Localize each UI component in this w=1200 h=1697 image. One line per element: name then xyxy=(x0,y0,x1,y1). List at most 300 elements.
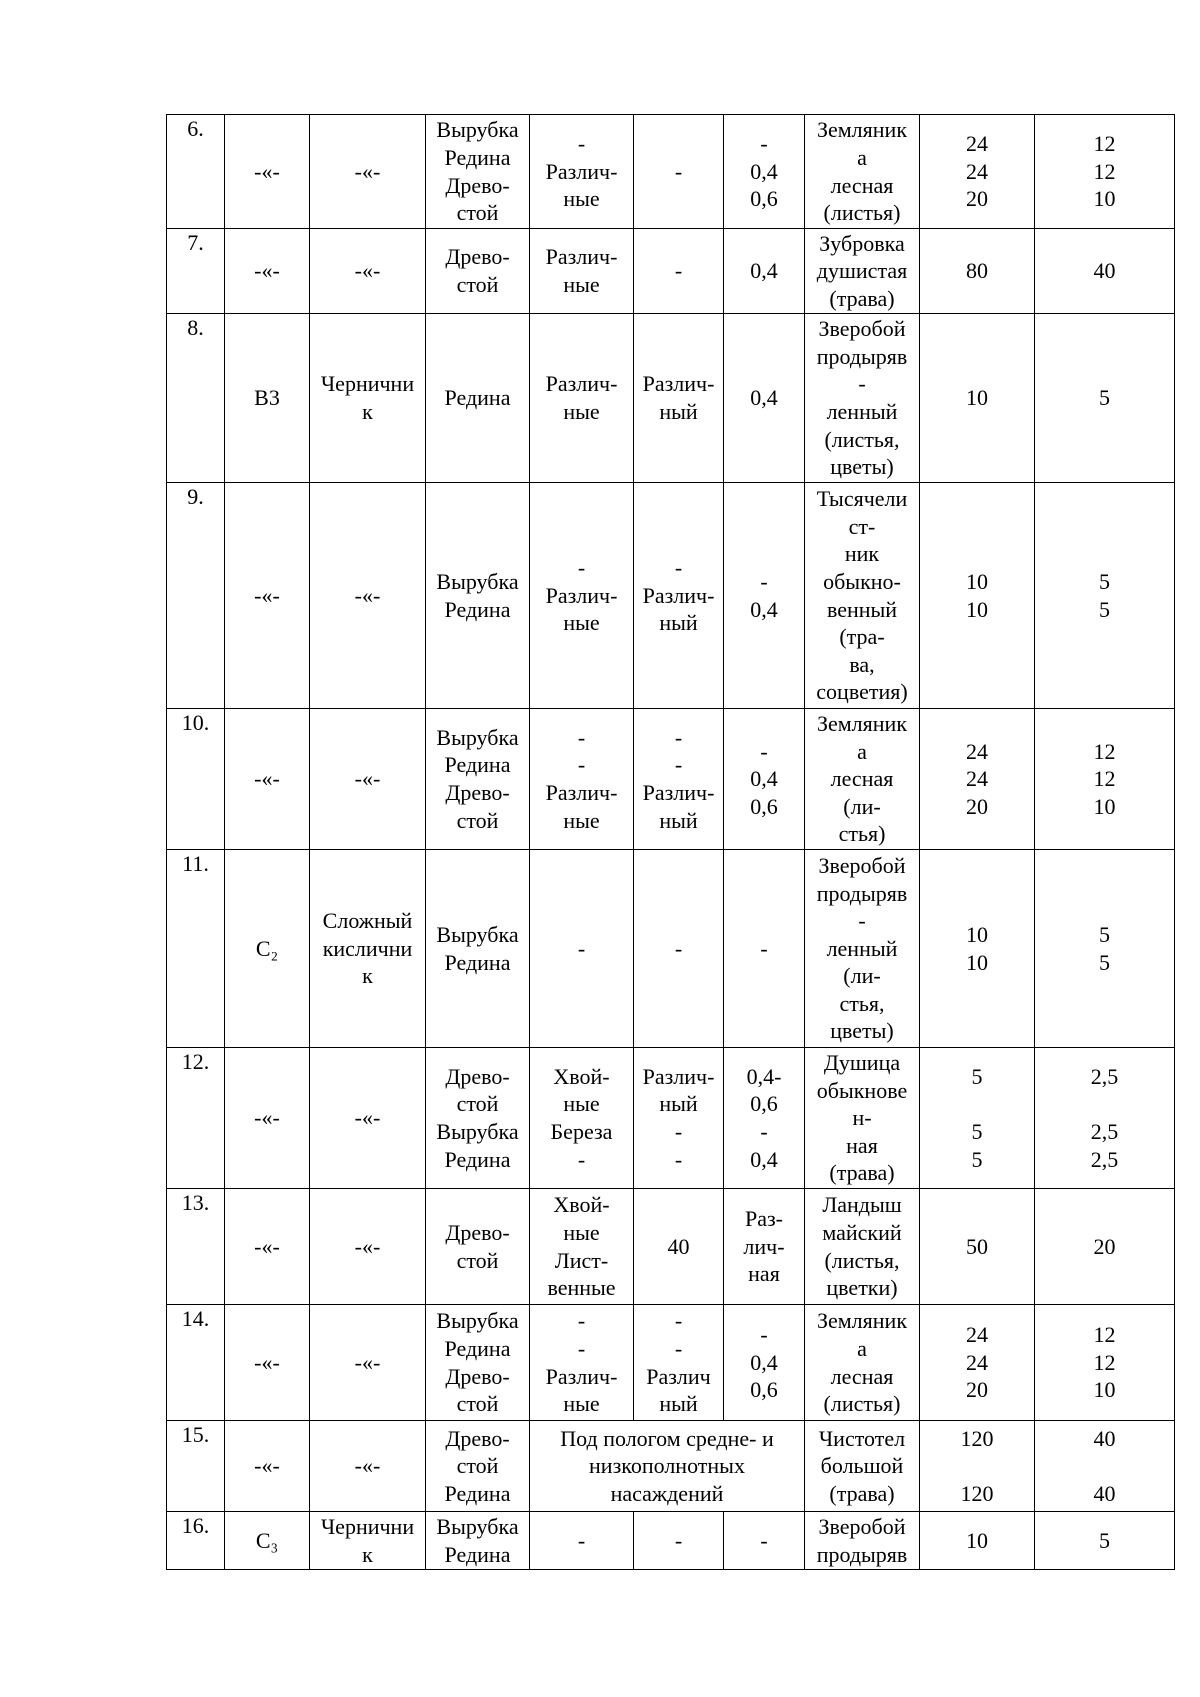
row-number: 6. xyxy=(167,115,225,229)
age-cell xyxy=(634,115,724,229)
cell-line: 24 xyxy=(966,738,988,764)
cell-line: душистая xyxy=(816,258,908,284)
cell-line: Чистотел xyxy=(818,1425,906,1451)
cell-line: 10 xyxy=(966,568,988,594)
cell-line: 5 xyxy=(1099,596,1110,622)
cell-line: ный xyxy=(659,1091,698,1117)
cell-line: Различ- xyxy=(545,158,618,184)
age-cell xyxy=(634,1512,724,1570)
cell-line: 40 xyxy=(667,1233,690,1259)
cell-line: продыряв xyxy=(816,1541,908,1567)
cell-line xyxy=(922,1090,1032,1118)
cell-line: продыряв xyxy=(816,880,908,906)
stand-category-cell xyxy=(426,1305,530,1421)
cell-line: Различ- xyxy=(642,582,715,608)
table-row xyxy=(167,229,1175,314)
composition-cell xyxy=(530,229,634,314)
cell-line: Редина xyxy=(444,1480,511,1506)
cell-line: обыкнове xyxy=(816,1077,908,1103)
cell-line: майский xyxy=(822,1219,902,1245)
cell-line: - xyxy=(577,1146,586,1172)
yield-1-cell xyxy=(920,1512,1035,1570)
cell-line: 5 xyxy=(1099,1527,1110,1553)
cell-line: к xyxy=(362,1541,373,1567)
plant-cell xyxy=(805,1048,920,1189)
density-cell xyxy=(724,709,805,850)
cell-line: (тра- xyxy=(839,624,885,650)
composition-cell xyxy=(530,314,634,483)
yield-2-cell xyxy=(1035,115,1175,229)
cell-line: 24 xyxy=(966,1322,988,1348)
cell-line: 120 xyxy=(960,1480,994,1506)
cell-line: стой xyxy=(456,1391,499,1417)
age-cell xyxy=(634,709,724,850)
cell-line: (листья, xyxy=(824,426,900,452)
cell-line: 10 xyxy=(1093,1377,1116,1403)
cell-line: -«- xyxy=(254,766,280,792)
forest-zone-cell xyxy=(225,229,310,314)
cell-line: - xyxy=(577,935,586,961)
cell-line: 40 xyxy=(1093,258,1116,284)
cell-line: - xyxy=(577,1335,586,1361)
cell-line: н- xyxy=(852,1105,872,1131)
cell-line: 10 xyxy=(966,596,988,622)
cell-line: - xyxy=(674,1308,683,1334)
density-cell xyxy=(724,314,805,483)
cell-line: 0,6 xyxy=(750,1091,778,1117)
yield-2-cell xyxy=(1035,229,1175,314)
yield-1-cell xyxy=(920,1048,1035,1189)
cell-line: ные xyxy=(563,1391,600,1417)
cell-line: В3 xyxy=(254,385,280,411)
yield-1-cell xyxy=(920,1189,1035,1305)
cell-line: стой xyxy=(456,1453,499,1479)
row-number: 12. xyxy=(167,1048,225,1189)
cell-line: -«- xyxy=(354,258,381,284)
cell-line: 40 xyxy=(1093,1480,1116,1506)
age-cell xyxy=(634,1048,724,1189)
table-row xyxy=(167,314,1175,483)
cell-line: 5 xyxy=(1099,921,1110,947)
stand-category-cell xyxy=(426,115,530,229)
cell-line xyxy=(1037,1090,1172,1118)
cell-line: -«- xyxy=(254,158,280,184)
stand-category-cell xyxy=(426,850,530,1048)
cell-line: - xyxy=(674,752,683,778)
forest-type-cell xyxy=(310,709,426,850)
cell-line: - xyxy=(577,724,586,750)
density-cell xyxy=(724,1512,805,1570)
cell-line: большой xyxy=(820,1453,904,1479)
cell-line: Древо- xyxy=(445,1063,510,1089)
cell-line: Сложный xyxy=(322,908,413,934)
cell-line: Береза xyxy=(550,1119,613,1144)
cell-line: С₂ xyxy=(255,935,279,961)
cell-line: -«- xyxy=(254,1453,280,1479)
cell-line: насаждений xyxy=(610,1480,724,1506)
cell-line: ный xyxy=(659,399,698,424)
cell-line: 0,4 xyxy=(750,1349,778,1375)
stand-category-cell xyxy=(426,709,530,850)
cell-line: 10 xyxy=(966,921,988,947)
cell-line: (трава) xyxy=(829,1480,895,1506)
cell-line: Различ- xyxy=(545,371,618,397)
cell-line: 10 xyxy=(1093,186,1116,212)
cell-line: цветы) xyxy=(830,1018,894,1044)
plant-cell xyxy=(805,1512,920,1570)
yield-1-cell xyxy=(920,115,1035,229)
cell-line: низкополнотных xyxy=(589,1453,745,1479)
cell-line: 5 xyxy=(1099,949,1110,975)
plant-cell xyxy=(805,314,920,483)
cell-line: 24 xyxy=(966,158,988,184)
yield-1-cell xyxy=(920,314,1035,483)
cell-line: ные xyxy=(563,1219,600,1245)
plant-cell xyxy=(805,229,920,314)
cell-line: - xyxy=(760,568,768,594)
cell-line: Вырубка xyxy=(436,1119,519,1144)
cell-line: Редина xyxy=(444,1335,511,1361)
cell-line: - xyxy=(674,1146,683,1172)
cell-line: - xyxy=(674,555,683,581)
cell-line: Зверобой xyxy=(818,1513,906,1539)
plant-cell xyxy=(805,115,920,229)
cell-line: стой xyxy=(456,200,499,226)
row-number: 8. xyxy=(167,314,225,483)
cell-line: 5 xyxy=(1099,568,1110,594)
forest-type-cell xyxy=(310,229,426,314)
cell-line: 0,6 xyxy=(750,793,778,819)
cell-line: 12 xyxy=(1093,1349,1116,1375)
cell-line: венный xyxy=(826,596,898,622)
cell-line: а xyxy=(857,144,867,170)
density-cell xyxy=(724,1048,805,1189)
forest-zone-cell xyxy=(225,850,310,1048)
cell-line: 0,4- xyxy=(746,1063,782,1089)
cell-line: -«- xyxy=(254,1105,280,1131)
plant-resources-table xyxy=(166,114,1175,1570)
cell-line: ный xyxy=(659,1391,698,1417)
row-number: 10. xyxy=(167,709,225,850)
cell-line: стой xyxy=(456,272,499,297)
cell-line: Различ- xyxy=(642,371,715,397)
cell-line: Вырубка xyxy=(436,117,519,143)
cell-line: 20 xyxy=(966,793,988,819)
table-row xyxy=(167,1048,1175,1189)
forest-type-cell xyxy=(310,1512,426,1570)
cell-line: 12 xyxy=(1093,158,1116,184)
cell-line: Древо- xyxy=(445,1425,510,1451)
cell-line: а xyxy=(857,1335,867,1361)
plant-cell xyxy=(805,1305,920,1421)
cell-line: цветы) xyxy=(830,454,894,480)
cell-line: 2,5 xyxy=(1090,1146,1119,1172)
cell-line: 0,6 xyxy=(750,186,778,212)
cell-line: - xyxy=(674,935,683,961)
cell-line: Земляник xyxy=(816,711,908,737)
cell-line: - xyxy=(577,752,586,778)
stand-category-cell xyxy=(426,1512,530,1570)
yield-2-cell xyxy=(1035,1421,1175,1512)
merged-note-cell xyxy=(530,1421,805,1512)
cell-line: ленный xyxy=(826,399,898,424)
density-cell xyxy=(724,1305,805,1421)
cell-line: 0,6 xyxy=(750,1377,778,1403)
cell-line: Различ- xyxy=(545,582,618,608)
cell-line: ные xyxy=(563,272,600,297)
cell-line: Редина xyxy=(444,1541,511,1567)
row-number: 15. xyxy=(167,1421,225,1512)
cell-line: ва, xyxy=(849,651,875,677)
cell-line: ные xyxy=(563,186,600,212)
cell-line: - xyxy=(577,131,586,157)
cell-line: Различ- xyxy=(545,780,618,805)
cell-line: Различ- xyxy=(642,780,715,805)
cell-line: стой xyxy=(456,1247,499,1273)
cell-line: - xyxy=(760,1527,768,1553)
cell-line: - xyxy=(674,158,683,184)
cell-line: - xyxy=(760,1119,768,1144)
forest-zone-cell xyxy=(225,1421,310,1512)
cell-line: Тысячели xyxy=(816,486,908,512)
stand-category-cell xyxy=(426,1189,530,1305)
composition-cell xyxy=(530,115,634,229)
cell-line: лич- xyxy=(743,1233,785,1259)
cell-line: Чернични xyxy=(320,371,415,397)
row-number: 7. xyxy=(167,229,225,314)
cell-line: Различ- xyxy=(545,1363,618,1389)
cell-line: 10 xyxy=(966,385,988,411)
row-number: 16. xyxy=(167,1512,225,1570)
table-row xyxy=(167,115,1175,229)
composition-cell xyxy=(530,1189,634,1305)
forest-type-cell xyxy=(310,115,426,229)
cell-line: ный xyxy=(659,610,698,636)
cell-line: 20 xyxy=(966,186,988,212)
composition-cell xyxy=(530,709,634,850)
cell-line: Редина xyxy=(444,752,511,778)
cell-line: лесная xyxy=(830,172,894,198)
cell-line: Различ- xyxy=(545,244,618,270)
composition-cell xyxy=(530,483,634,709)
cell-line: стья) xyxy=(838,821,886,847)
plant-cell xyxy=(805,850,920,1048)
cell-line: Земляник xyxy=(816,117,908,143)
yield-2-cell xyxy=(1035,1048,1175,1189)
cell-line: ные xyxy=(563,807,600,833)
cell-line: - xyxy=(577,1308,586,1334)
cell-line: Вырубка xyxy=(436,724,519,750)
forest-zone-cell xyxy=(225,1305,310,1421)
cell-line: продыряв xyxy=(816,343,908,369)
yield-1-cell xyxy=(920,1421,1035,1512)
cell-line: - xyxy=(674,1527,683,1553)
cell-line: -«- xyxy=(354,1105,381,1131)
cell-line: (ли- xyxy=(843,963,881,989)
cell-line: к xyxy=(362,963,373,989)
cell-line: -«- xyxy=(354,766,381,792)
row-number: 14. xyxy=(167,1305,225,1421)
yield-2-cell xyxy=(1035,709,1175,850)
cell-line: 5 xyxy=(971,1146,983,1172)
table-row xyxy=(167,1305,1175,1421)
cell-line: Хвой- xyxy=(553,1063,610,1089)
age-cell xyxy=(634,483,724,709)
density-cell xyxy=(724,483,805,709)
stand-category-cell xyxy=(426,1048,530,1189)
forest-zone-cell xyxy=(225,1512,310,1570)
cell-line: 50 xyxy=(966,1233,988,1259)
cell-line: (листья, xyxy=(824,1247,900,1273)
cell-line: 0,4 xyxy=(750,385,778,411)
cell-line: 20 xyxy=(1093,1233,1116,1259)
plant-cell xyxy=(805,1189,920,1305)
cell-line: Редина xyxy=(444,144,511,170)
yield-2-cell xyxy=(1035,1189,1175,1305)
forest-zone-cell xyxy=(225,115,310,229)
row-number: 11. xyxy=(167,850,225,1048)
density-cell xyxy=(724,1189,805,1305)
cell-line: - xyxy=(760,738,768,764)
cell-line: Редина xyxy=(444,949,511,975)
age-cell xyxy=(634,850,724,1048)
forest-type-cell xyxy=(310,850,426,1048)
cell-line: Под пологом средне- и xyxy=(560,1425,774,1451)
cell-line: 12 xyxy=(1093,766,1116,792)
cell-line: -«- xyxy=(254,1349,280,1375)
stand-category-cell xyxy=(426,229,530,314)
cell-line: - xyxy=(760,935,768,961)
cell-line: ные xyxy=(563,399,600,424)
cell-line: - xyxy=(858,908,866,934)
cell-line: - xyxy=(577,1527,586,1553)
cell-line: Различ xyxy=(646,1363,711,1389)
yield-1-cell xyxy=(920,229,1035,314)
cell-line: 24 xyxy=(966,1349,988,1375)
cell-line: Вырубка xyxy=(436,1308,519,1334)
table-row xyxy=(167,483,1175,709)
cell-line: 12 xyxy=(1093,1322,1116,1348)
cell-line: Зубровка xyxy=(819,230,905,256)
stand-category-cell xyxy=(426,483,530,709)
cell-line: - xyxy=(760,131,768,157)
cell-line: Редина xyxy=(444,596,511,622)
cell-line: - xyxy=(674,1119,683,1144)
cell-line: (листья) xyxy=(823,1391,901,1417)
cell-line: соцветия) xyxy=(816,679,908,705)
cell-line: обыкно- xyxy=(823,568,901,594)
cell-line: 0,4 xyxy=(750,258,778,284)
table-row xyxy=(167,1189,1175,1305)
cell-line: Лист- xyxy=(554,1247,609,1273)
cell-line: 0,4 xyxy=(750,158,778,184)
yield-2-cell xyxy=(1035,850,1175,1048)
cell-line: лесная xyxy=(830,766,894,792)
cell-line: Древо- xyxy=(445,1363,510,1389)
forest-zone-cell xyxy=(225,1048,310,1189)
forest-type-cell xyxy=(310,1048,426,1189)
composition-cell xyxy=(530,1305,634,1421)
cell-line: -«- xyxy=(354,1233,381,1259)
density-cell xyxy=(724,115,805,229)
cell-line: Зверобой xyxy=(818,852,906,878)
cell-line: Земляник xyxy=(816,1308,908,1334)
cell-line: -«- xyxy=(354,158,381,184)
cell-line: Зверобой xyxy=(818,316,906,342)
yield-2-cell xyxy=(1035,483,1175,709)
cell-line: 20 xyxy=(966,1377,988,1403)
cell-line: лесная xyxy=(830,1363,894,1389)
forest-type-cell xyxy=(310,314,426,483)
cell-line: 2,5 xyxy=(1090,1119,1119,1144)
cell-line: Хвой- xyxy=(553,1192,610,1218)
cell-line: стой xyxy=(456,1091,499,1117)
cell-line: к xyxy=(362,399,373,424)
cell-line: 10 xyxy=(966,1527,988,1553)
cell-line: Раз- xyxy=(744,1206,784,1232)
cell-line: ные xyxy=(563,1091,600,1117)
stand-category-cell xyxy=(426,1421,530,1512)
cell-line: 80 xyxy=(966,258,988,284)
cell-line: ленный xyxy=(826,935,898,961)
cell-line: 5 xyxy=(971,1119,983,1144)
cell-line: 10 xyxy=(1093,793,1116,819)
cell-line: ная xyxy=(748,1261,780,1287)
plant-cell xyxy=(805,709,920,850)
table-row xyxy=(167,1421,1175,1512)
cell-line: Различ- xyxy=(642,1063,715,1089)
cell-line: стой xyxy=(456,807,499,833)
yield-1-cell xyxy=(920,1305,1035,1421)
cell-line: (трава) xyxy=(829,285,895,311)
forest-zone-cell xyxy=(225,483,310,709)
table-row xyxy=(167,1512,1175,1570)
forest-zone-cell xyxy=(225,314,310,483)
cell-line: Вырубка xyxy=(436,1513,519,1539)
cell-line: 0,4 xyxy=(750,1146,778,1172)
cell-line: Редина xyxy=(444,1146,511,1172)
cell-line: ный xyxy=(659,807,698,833)
cell-line: Редина xyxy=(444,385,511,411)
forest-type-cell xyxy=(310,1421,426,1512)
cell-line: -«- xyxy=(254,258,280,284)
cell-line: Вырубка xyxy=(436,568,519,594)
cell-line: 0,4 xyxy=(750,596,778,622)
cell-line: (ли- xyxy=(843,793,881,819)
cell-line: (трава) xyxy=(829,1160,895,1186)
cell-line: 12 xyxy=(1093,131,1116,157)
cell-line xyxy=(922,1452,1032,1480)
forest-type-cell xyxy=(310,483,426,709)
age-cell xyxy=(634,229,724,314)
cell-line: 5 xyxy=(971,1063,983,1089)
age-cell xyxy=(634,1305,724,1421)
stand-category-cell xyxy=(426,314,530,483)
forest-type-cell xyxy=(310,1305,426,1421)
yield-2-cell xyxy=(1035,1512,1175,1570)
cell-line: - xyxy=(577,555,586,581)
yield-1-cell xyxy=(920,709,1035,850)
cell-line: -«- xyxy=(254,582,280,608)
cell-line: ник xyxy=(844,541,880,567)
forest-type-cell xyxy=(310,1189,426,1305)
yield-2-cell xyxy=(1035,1305,1175,1421)
cell-line: стья, xyxy=(839,990,885,1016)
cell-line: 40 xyxy=(1093,1425,1116,1451)
cell-line: -«- xyxy=(354,1453,381,1479)
cell-line: Древо- xyxy=(445,1219,510,1245)
cell-line: а xyxy=(857,738,867,764)
